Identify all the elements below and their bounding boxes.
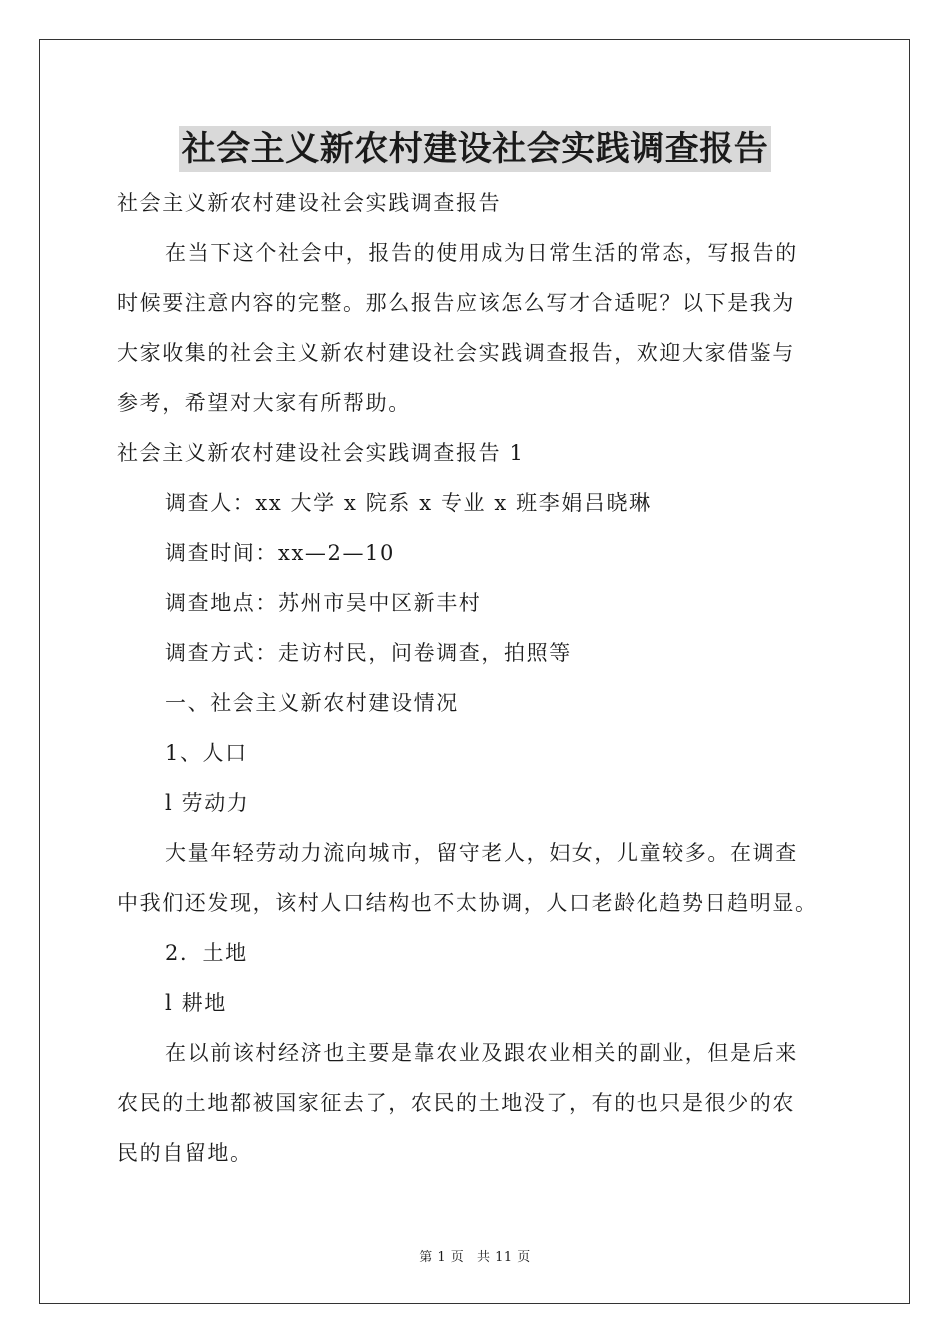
paragraph-line: 农民的土地都被国家征去了，农民的土地没了，有的也只是很少的农 [117,1091,795,1115]
paragraph-line: 调查地点：苏州市吴中区新丰村 [165,591,482,615]
paragraph-line: 一、社会主义新农村建设情况 [165,691,459,715]
paragraph-line: 中我们还发现，该村人口结构也不太协调，人口老龄化趋势日趋明显。 [117,891,818,915]
page-total: 共 11 页 [476,1250,531,1265]
paragraph-line: 参考，希望对大家有所帮助。 [117,391,411,415]
paragraph-line: 调查方式：走访村民，问卷调查，拍照等 [165,641,572,665]
document-body [117,178,833,1178]
paragraph-line: 在以前该村经济也主要是靠农业及跟农业相关的副业，但是后来 [165,1041,798,1065]
paragraph-line: l 劳动力 [165,791,250,815]
paragraph-line: 社会主义新农村建设社会实践调查报告 [117,191,502,215]
paragraph-line: 大量年轻劳动力流向城市，留守老人，妇女，儿童较多。在调查 [165,841,798,865]
paragraph-line: 调查时间：xx—2—10 [165,541,395,565]
title-container [0,126,950,172]
paragraph-line: 社会主义新农村建设社会实践调查报告 1 [117,441,525,465]
paragraph-line: 时候要注意内容的完整。那么报告应该怎么写才合适呢？以下是我为 [117,291,795,315]
paragraph-line: 1、人口 [165,741,248,765]
paragraph-line: 2．土地 [165,941,248,965]
paragraph-line: l 耕地 [165,991,227,1015]
paragraph-line: 调查人：xx 大学 x 院系 x 专业 x 班李娟吕晓琳 [165,491,652,515]
paragraph-line: 民的自留地。 [117,1141,253,1165]
page-number: 第 1 页 [419,1250,465,1265]
page-footer [0,1246,950,1265]
paragraph-line: 在当下这个社会中，报告的使用成为日常生活的常态，写报告的 [165,241,798,265]
paragraph-line: 大家收集的社会主义新农村建设社会实践调查报告，欢迎大家借鉴与 [117,341,795,365]
document-title: 社会主义新农村建设社会实践调查报告 [179,126,772,172]
